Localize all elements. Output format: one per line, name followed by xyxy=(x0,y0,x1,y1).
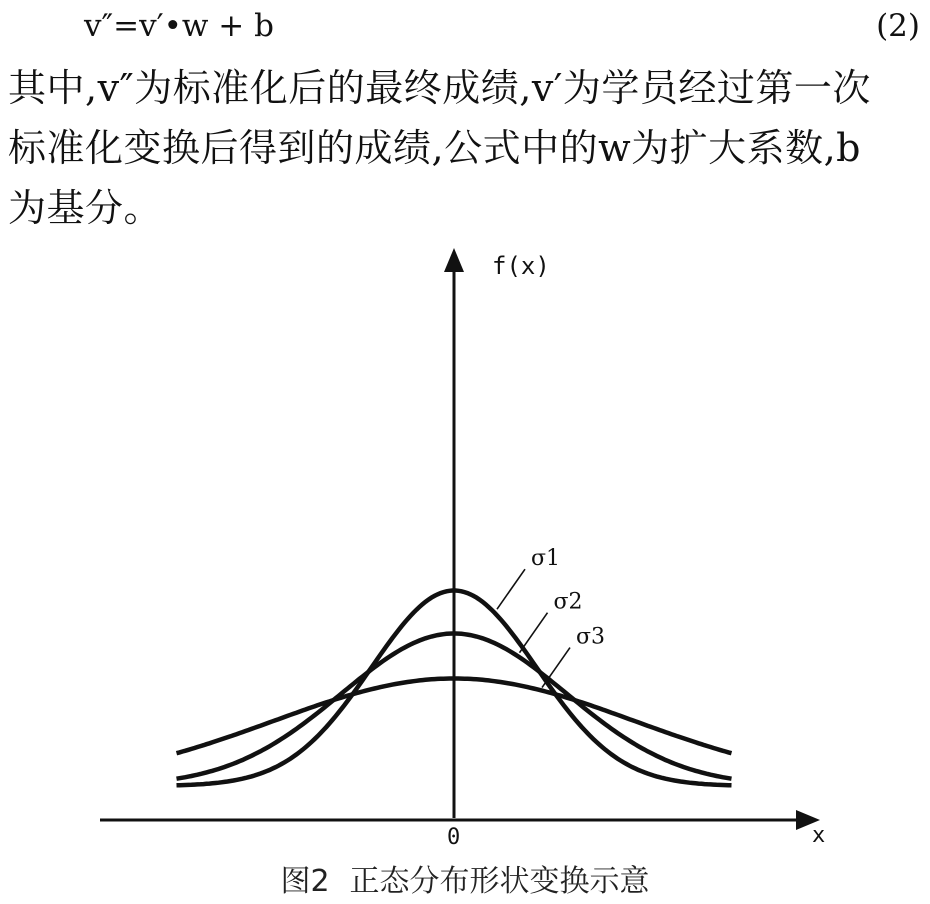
body-paragraph xyxy=(8,58,926,238)
caption-title: 正态分布形状变换示意 xyxy=(349,864,650,899)
y-axis-arrow xyxy=(444,248,464,272)
figure-caption xyxy=(0,862,930,902)
caption-number: 图2 xyxy=(280,864,330,899)
leader-group xyxy=(497,546,605,687)
formula-number: (2) xyxy=(876,8,920,44)
leader-line-2 xyxy=(520,613,548,653)
formula xyxy=(84,6,274,46)
paragraph-line-2: 标准化变换后得到的成绩,公式中的w为扩大系数,b xyxy=(8,126,862,170)
series-label-1: σ1 xyxy=(531,546,561,572)
paragraph-line-3: 为基分。 xyxy=(8,186,163,230)
formula-text: v″=v′•w + b xyxy=(84,8,274,44)
x-axis-label: x xyxy=(812,823,826,848)
y-axis-label: f(x) xyxy=(492,252,550,280)
series-label-3: σ3 xyxy=(576,624,606,650)
leader-line-1 xyxy=(497,569,525,609)
leader-line-3 xyxy=(542,648,570,688)
normal-distribution-figure xyxy=(0,240,930,850)
series-label-2: σ2 xyxy=(553,589,583,615)
origin-label: 0 xyxy=(447,825,461,850)
paragraph-line-1: 其中,v″为标准化后的最终成绩,v′为学员经过第一次 xyxy=(8,66,871,110)
